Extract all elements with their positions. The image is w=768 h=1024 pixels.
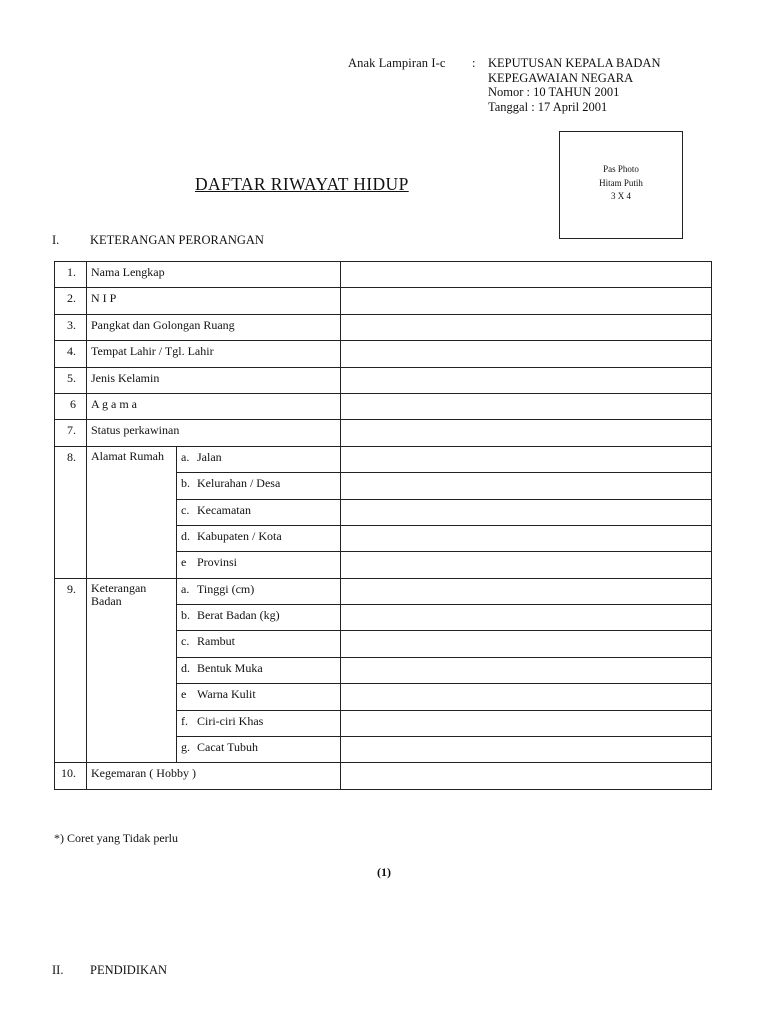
section-2-title: PENDIDIKAN (90, 963, 168, 977)
document-title: DAFTAR RIWAYAT HIDUP (195, 174, 409, 194)
field-label-gender: Jenis Kelamin (87, 367, 341, 393)
subfield-district: c. Kecamatan (177, 499, 341, 525)
table-row (55, 446, 712, 472)
annex-line-2: KEPEGAWAIAN NEGARA (488, 70, 634, 85)
field-value-distinctive-marks[interactable] (341, 710, 712, 736)
table-row (55, 420, 712, 446)
subfield-province: e Provinsi (177, 552, 341, 578)
section-2-number: II. (52, 963, 64, 977)
row-number: 5. (55, 367, 87, 393)
row-number: 6 (55, 393, 87, 419)
field-label-birth-place-date: Tempat Lahir / Tgl. Lahir (87, 341, 341, 367)
table-row (55, 262, 712, 288)
photo-box-line-2: Hitam Putih (599, 177, 643, 188)
field-value-weight[interactable] (341, 605, 712, 631)
subfield-physical-disability: g. Cacat Tubuh (177, 737, 341, 763)
field-value-province[interactable] (341, 552, 712, 578)
field-value-birth-place-date[interactable] (341, 341, 712, 367)
table-row (55, 367, 712, 393)
table-row (55, 314, 712, 340)
subfield-distinctive-marks: f. Ciri-ciri Khas (177, 710, 341, 736)
section-1-title: KETERANGAN PERORANGAN (90, 233, 264, 247)
field-value-nip[interactable] (341, 288, 712, 314)
table-row (55, 393, 712, 419)
annex-line-4: Tanggal : 17 April 2001 (488, 99, 608, 114)
annex-line-3: Nomor : 10 TAHUN 2001 (488, 85, 620, 99)
personal-info-table (54, 261, 712, 790)
field-group-physical-description: Keterangan Badan (87, 578, 177, 763)
table-row (55, 578, 712, 604)
field-value-regency-city[interactable] (341, 525, 712, 551)
subfield-height: a. Tinggi (cm) (177, 578, 341, 604)
photo-box-line-3: 3 X 4 (611, 191, 631, 201)
table-row (55, 288, 712, 314)
field-value-full-name[interactable] (341, 262, 712, 288)
field-value-hair[interactable] (341, 631, 712, 657)
row-number: 2. (55, 288, 87, 314)
photo-box-line-1: Pas Photo (603, 164, 639, 174)
field-value-marital-status[interactable] (341, 420, 712, 446)
subfield-regency-city: d. Kabupaten / Kota (177, 525, 341, 551)
field-group-home-address: Alamat Rumah (87, 446, 177, 578)
photo-placeholder-box (559, 131, 683, 239)
section-1-number: I. (52, 233, 60, 247)
subfield-face-shape: d. Bentuk Muka (177, 657, 341, 683)
annex-line-1: KEPUTUSAN KEPALA BADAN (488, 56, 661, 70)
subfield-skin-color: e Warna Kulit (177, 684, 341, 710)
field-label-hobby: Kegemaran ( Hobby ) (87, 763, 341, 789)
subfield-street: a. Jalan (177, 446, 341, 472)
field-value-religion[interactable] (341, 393, 712, 419)
field-label-rank-grade: Pangkat dan Golongan Ruang (87, 314, 341, 340)
field-value-gender[interactable] (341, 367, 712, 393)
subfield-weight: b. Berat Badan (kg) (177, 605, 341, 631)
annex-decree-reference (488, 56, 660, 114)
field-value-hobby[interactable] (341, 763, 712, 789)
field-value-skin-color[interactable] (341, 684, 712, 710)
field-value-rank-grade[interactable] (341, 314, 712, 340)
annex-colon: : (472, 56, 476, 70)
row-number: 4. (55, 341, 87, 367)
row-number: 10. (55, 763, 87, 789)
footnote: *) Coret yang Tidak perlu (54, 831, 178, 845)
field-label-full-name: Nama Lengkap (87, 262, 341, 288)
row-number: 3. (55, 314, 87, 340)
row-number: 8. (55, 446, 87, 578)
subfield-hair: c. Rambut (177, 631, 341, 657)
subfield-village: b. Kelurahan / Desa (177, 473, 341, 499)
row-number: 1. (55, 262, 87, 288)
field-value-street[interactable] (341, 446, 712, 472)
table-row (55, 341, 712, 367)
field-value-village[interactable] (341, 473, 712, 499)
annex-label: Anak Lampiran I-c (348, 56, 446, 70)
field-value-height[interactable] (341, 578, 712, 604)
field-value-face-shape[interactable] (341, 657, 712, 683)
field-value-physical-disability[interactable] (341, 737, 712, 763)
field-label-nip: N I P (87, 288, 341, 314)
field-label-religion: A g a m a (87, 393, 341, 419)
page-number: (1) (377, 865, 391, 879)
row-number: 7. (55, 420, 87, 446)
row-number: 9. (55, 578, 87, 763)
field-value-district[interactable] (341, 499, 712, 525)
table-row (55, 763, 712, 789)
field-label-marital-status: Status perkawinan (87, 420, 341, 446)
